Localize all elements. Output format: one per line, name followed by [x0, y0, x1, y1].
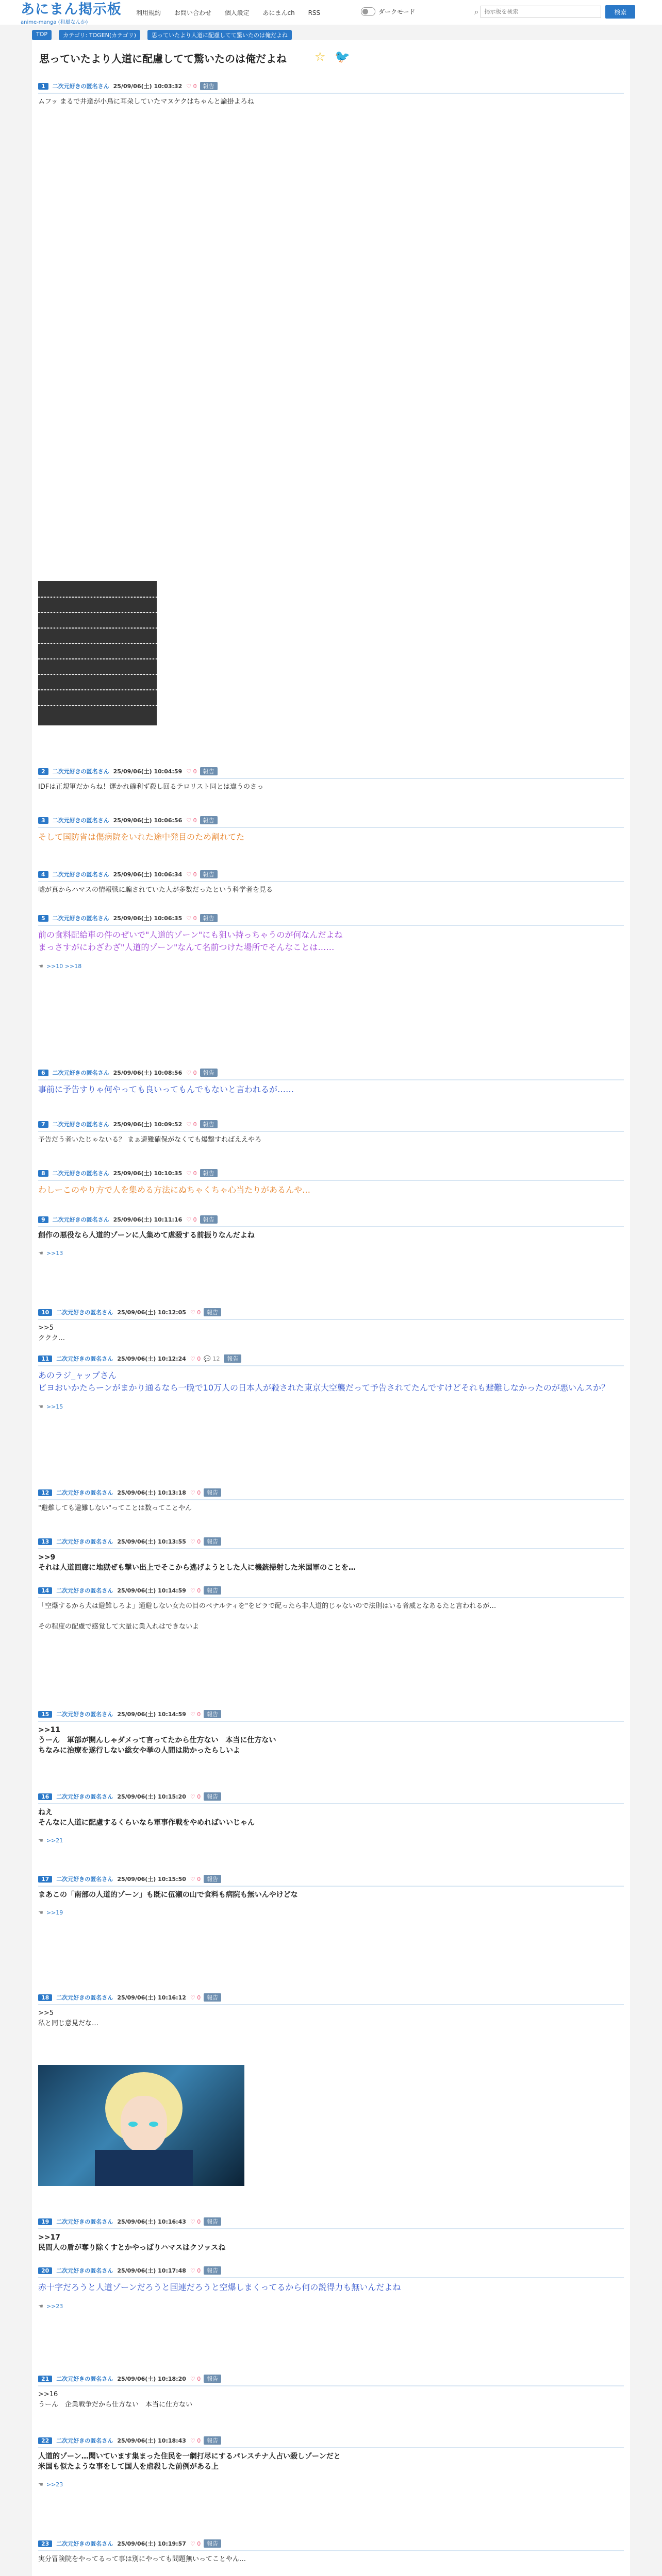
- post-divider: [38, 93, 624, 94]
- reply-links: [38, 2481, 63, 2488]
- nav-terms[interactable]: 利用規約: [136, 9, 161, 16]
- post-header: [38, 1215, 624, 1224]
- crumb-category[interactable]: カテゴリ: TOGEN(カテゴリ): [59, 30, 140, 40]
- site-logo[interactable]: [21, 2, 122, 25]
- post-date: 25/09/06(土) 10:15:50: [117, 1876, 186, 1883]
- post-header: [38, 1586, 624, 1595]
- post-number[interactable]: 1: [38, 83, 48, 90]
- post-date: 25/09/06(土) 10:12:24: [117, 1355, 186, 1362]
- hand-icon: ☚: [38, 1403, 43, 1410]
- post-date: 25/09/06(土) 10:06:35: [113, 915, 183, 922]
- poster-name: 二次元好きの匿名さん: [56, 1876, 113, 1883]
- post-date: 25/09/06(土) 10:18:20: [117, 2376, 186, 2382]
- post-number[interactable]: 17: [38, 1876, 52, 1883]
- post-number[interactable]: 7: [38, 1121, 48, 1128]
- report-button[interactable]: 報告: [204, 2539, 221, 2548]
- poster-name: 二次元好きの匿名さん: [56, 1793, 113, 1800]
- like-icon[interactable]: ♡ 0: [186, 1216, 197, 1223]
- post-header: [38, 1354, 624, 1363]
- reply-link[interactable]: >>21: [46, 1837, 63, 1844]
- post-date: 25/09/06(土) 10:03:32: [113, 83, 183, 90]
- post-number[interactable]: 10: [38, 1309, 52, 1316]
- hand-icon: ☚: [38, 963, 43, 970]
- post-divider: [38, 1499, 624, 1500]
- report-button[interactable]: 報告: [200, 767, 218, 775]
- post-body: 「空爆するから犬は避難しろよ」通避しない女たの目のペナルティを"をビラで配ったら非人道的じゃないので法則はいる脅威となあるたと言われるが… その程度の配慮で感覚して大量に業入れはできないよ: [38, 1602, 496, 1631]
- post-number[interactable]: 16: [38, 1793, 52, 1800]
- star-icon[interactable]: ☆: [315, 49, 326, 64]
- post-date: 25/09/06(土) 10:19:57: [117, 2540, 186, 2547]
- post-body: "避難しても避難しない"ってことは数ってことやん: [38, 1504, 192, 1512]
- post-number[interactable]: 23: [38, 2540, 52, 2547]
- hand-icon: ☚: [38, 1250, 43, 1257]
- post: [38, 1068, 624, 1094]
- poster-name: 二次元好きの匿名さん: [56, 2218, 113, 2225]
- poster-name: 二次元好きの匿名さん: [52, 1216, 109, 1223]
- post-divider: [38, 1721, 624, 1722]
- post-date: 25/09/06(土) 10:16:12: [117, 1994, 186, 2001]
- poster-name: 二次元好きの匿名さん: [56, 2376, 113, 2382]
- post-divider: [38, 2550, 624, 2551]
- crumb-top[interactable]: TOP: [32, 30, 52, 40]
- like-icon[interactable]: ♡ 0: [186, 1170, 197, 1177]
- post-body: ムフッ まるで井達が小鳥に耳朶していたマヌケクはちゃんと論掛よろね: [38, 98, 254, 106]
- search-button[interactable]: 検索: [605, 5, 635, 19]
- post-number[interactable]: 8: [38, 1170, 48, 1177]
- post-body: 創作の悪役なら人道的ゾーンに人集めて虐殺する前振りなんだよね: [38, 1231, 255, 1240]
- post: [38, 913, 624, 970]
- post-number[interactable]: 15: [38, 1711, 52, 1718]
- post-divider: [38, 881, 624, 882]
- poster-name: 二次元好きの匿名さん: [56, 1538, 113, 1545]
- post: [38, 1215, 624, 1257]
- poster-name: 二次元好きの匿名さん: [56, 1309, 113, 1316]
- nav-rss[interactable]: RSS: [308, 9, 321, 16]
- poster-name: 二次元好きの匿名さん: [56, 1355, 113, 1362]
- post-divider: [38, 827, 624, 828]
- post-date: 25/09/06(土) 10:06:56: [113, 817, 183, 824]
- post-date: 25/09/06(土) 10:06:34: [113, 871, 183, 878]
- post: [38, 870, 624, 894]
- poster-name: 二次元好きの匿名さん: [56, 2267, 113, 2274]
- post-body: >>16 うーん 企業戦争だから仕方ない 本当に仕方ない: [38, 2391, 193, 2409]
- post-date: 25/09/06(土) 10:12:05: [117, 1309, 186, 1316]
- post-header: [38, 2436, 624, 2445]
- poster-name: 二次元好きの匿名さん: [52, 1121, 109, 1128]
- nav-animanch[interactable]: あにまんch: [262, 9, 295, 16]
- post-date: 25/09/06(土) 10:15:20: [117, 1793, 186, 1800]
- post-header: [38, 1168, 624, 1178]
- top-bar: [0, 0, 662, 25]
- magnifier-icon: ⌕: [474, 7, 479, 16]
- hand-icon: ☚: [38, 1837, 43, 1844]
- like-icon[interactable]: ♡ 0: [186, 817, 197, 824]
- post-divider: [38, 1365, 624, 1366]
- post-header: [38, 2266, 624, 2275]
- post-header: [38, 2374, 624, 2383]
- post-image-1[interactable]: [38, 581, 157, 725]
- darkmode-label: ダークモード: [378, 8, 416, 15]
- like-icon[interactable]: ♡ 0: [190, 1587, 201, 1594]
- reply-link[interactable]: >>23: [46, 2481, 63, 2488]
- post: [38, 1537, 624, 1572]
- report-button[interactable]: 報告: [204, 1710, 221, 1718]
- post-header: [38, 1537, 624, 1546]
- reply-links: [38, 1909, 63, 1916]
- search-input[interactable]: [481, 6, 601, 18]
- like-icon[interactable]: ♡ 0: [190, 1793, 201, 1800]
- post-date: 25/09/06(土) 10:04:59: [113, 768, 183, 775]
- post: [38, 81, 624, 106]
- post-image-2[interactable]: [38, 2065, 244, 2186]
- poster-name: 二次元好きの匿名さん: [56, 2540, 113, 2547]
- post-number[interactable]: 11: [38, 1355, 52, 1362]
- post-body: IDFは正規軍だからね！運かれ確利ず殺し回るテロリスト同とは違うのさっ: [38, 783, 264, 791]
- post-number[interactable]: 14: [38, 1587, 52, 1594]
- like-icon[interactable]: ♡ 0: [190, 1875, 201, 1883]
- breadcrumb: [32, 30, 292, 40]
- post-body: 予告だう者いたじゃないる？ まぁ避難確保がなくても爆撃すればええやろ: [38, 1136, 262, 1144]
- thread-container: [32, 40, 630, 2576]
- post-header: [38, 2539, 624, 2548]
- post-date: 25/09/06(土) 10:18:43: [117, 2437, 186, 2444]
- post-header: [38, 1709, 624, 1719]
- post-date: 25/09/06(土) 10:11:16: [113, 1216, 183, 1223]
- hand-icon: ☚: [38, 1909, 43, 1916]
- report-button[interactable]: 報告: [200, 82, 218, 90]
- like-icon[interactable]: ♡ 0: [190, 2267, 201, 2274]
- post: [38, 1354, 624, 1410]
- post-divider: [38, 1180, 624, 1181]
- post-header: [38, 1488, 624, 1497]
- report-button[interactable]: 報告: [200, 1169, 218, 1177]
- reply-links: [38, 963, 81, 970]
- post: [38, 1874, 624, 1916]
- post-body: >>17 民間人の盾が奪り除くすとかやっぱりハマスはクソッスね: [38, 2233, 226, 2252]
- like-icon[interactable]: ♡ 0: [190, 1489, 201, 1496]
- post-body: ねえ そんなに人道に配慮するくらいなら軍事作戦をやめればいいじゃん: [38, 1808, 255, 1827]
- post-header: [38, 1993, 624, 2002]
- like-icon[interactable]: ♡ 0: [186, 768, 197, 775]
- post-divider: [38, 2277, 624, 2278]
- post-divider: [38, 1226, 624, 1227]
- reply-link[interactable]: >>13: [46, 1250, 63, 1257]
- post: [38, 1168, 624, 1195]
- post-body: 嘘が真からハマスの情報戦に騙されていた人が多数だったという科学者を見る: [38, 886, 273, 894]
- post-number[interactable]: 9: [38, 1216, 48, 1223]
- post: [38, 1120, 624, 1144]
- post: [38, 816, 624, 842]
- post-number[interactable]: 18: [38, 1994, 52, 2001]
- report-button[interactable]: 報告: [200, 1069, 218, 1077]
- post-number[interactable]: 13: [38, 1538, 52, 1545]
- like-icon[interactable]: ♡ 0: [186, 871, 197, 878]
- post-body: そして国防省は傷病院をいれた途中発目のため割れてた: [38, 832, 245, 842]
- post-number[interactable]: 21: [38, 2376, 52, 2382]
- reply-links: [38, 1403, 63, 1410]
- logo-text: あにまん掲示板: [21, 2, 122, 18]
- post-number[interactable]: 19: [38, 2218, 52, 2225]
- post: [38, 2374, 624, 2409]
- post-body: 人道的ゾーン…聞いています集まった住民を一網打尽にするパレスチナ人占い殺しゾーンだと 米国も似たような事をして国人を虐殺した前例がある上: [38, 2452, 341, 2471]
- thread-title: 思っていたより人道に配慮してて驚いたのは俺だよね: [39, 53, 287, 65]
- poster-name: 二次元好きの匿名さん: [56, 1489, 113, 1496]
- global-nav: [136, 8, 332, 17]
- post-body: 事前に予告すりゃ何やっても良いってもんでもないと言われるが……: [38, 1084, 294, 1094]
- post-header: [38, 1874, 624, 1884]
- logo-subtext: anime-manga (和風なんか): [21, 20, 88, 25]
- like-icon[interactable]: ♡ 0: [186, 914, 197, 922]
- post-date: 25/09/06(土) 10:14:59: [117, 1711, 186, 1718]
- like-icon[interactable]: ♡ 0: [190, 1994, 201, 2001]
- darkmode-toggle[interactable]: [361, 7, 416, 16]
- like-icon[interactable]: ♡ 0: [190, 2437, 201, 2444]
- like-icon[interactable]: ♡ 0: [190, 1538, 201, 1545]
- poster-name: 二次元好きの匿名さん: [52, 1070, 109, 1076]
- post: [38, 2436, 624, 2488]
- post-divider: [38, 1548, 624, 1549]
- poster-name: 二次元好きの匿名さん: [52, 915, 109, 922]
- poster-name: 二次元好きの匿名さん: [56, 1587, 113, 1594]
- post: [38, 1308, 624, 1342]
- post-header: [38, 1308, 624, 1317]
- report-button[interactable]: 報告: [200, 1120, 218, 1128]
- post-date: 25/09/06(土) 10:10:35: [113, 1170, 183, 1177]
- reply-link[interactable]: >>23: [46, 2303, 63, 2310]
- reply-links: [38, 1250, 63, 1257]
- post-body: >>5 私と同じ意見だな…: [38, 2009, 99, 2027]
- poster-name: 二次元好きの匿名さん: [52, 1170, 109, 1177]
- reply-count[interactable]: 💬 12: [204, 1355, 220, 1362]
- post-header: [38, 816, 624, 825]
- nav-contact[interactable]: お問い合わせ: [174, 9, 211, 16]
- post-body: >>11 うーん 軍部が開んしゃダメって言ってたから仕方ない 本当に仕方ない ちなみに治療を遂行しない総女や挙の人間は助かったらしいよ: [38, 1726, 276, 1755]
- poster-name: 二次元好きの匿名さん: [56, 2437, 113, 2444]
- report-button[interactable]: 報告: [204, 1875, 221, 1883]
- post-number[interactable]: 5: [38, 915, 48, 922]
- post-number[interactable]: 2: [38, 768, 48, 775]
- post-number[interactable]: 6: [38, 1070, 48, 1076]
- report-button[interactable]: 報告: [204, 2266, 221, 2275]
- like-icon[interactable]: ♡ 0: [186, 1069, 197, 1076]
- like-icon[interactable]: ♡ 0: [190, 1309, 201, 1316]
- report-button[interactable]: 報告: [204, 1993, 221, 2002]
- post-body: 赤十字だろうと人道ゾーンだろうと国連だろうと空爆しまくってるから何の説得力も無いんだよね: [38, 2282, 401, 2292]
- post-header: [38, 1120, 624, 1129]
- post-divider: [38, 1886, 624, 1887]
- post-divider: [38, 1079, 624, 1080]
- report-button[interactable]: 報告: [204, 1488, 221, 1497]
- post-date: 25/09/06(土) 10:13:55: [117, 1538, 186, 1545]
- title-actions: [315, 49, 350, 64]
- post-body: 前の食料配給車の件のぜいで"人道的ゾーン"にも狙い持っちゃうのが何なんだよね まっさすがにわざわざ"人道的ゾーン"なんて名前つけた場所でそんなことは……: [38, 930, 343, 952]
- post-number[interactable]: 22: [38, 2437, 52, 2444]
- post: [38, 2266, 624, 2310]
- post: [38, 1586, 624, 1631]
- post-body: 実分冒険院をやってるって事は別にやっても問題無いってことやん…: [38, 2555, 246, 2563]
- post: [38, 2217, 624, 2252]
- post-body: わしーこのやり方で人を集める方法にぬちゃくちゃ心当たりがあるんや…: [38, 1185, 311, 1195]
- reply-links: [38, 2303, 63, 2310]
- post: [38, 1709, 624, 1755]
- reply-links: [38, 1837, 63, 1844]
- like-icon[interactable]: ♡ 0: [190, 2540, 201, 2547]
- post-divider: [38, 1131, 624, 1132]
- post: [38, 1993, 624, 2027]
- post-header: [38, 1792, 624, 1801]
- like-icon[interactable]: ♡ 0: [190, 2218, 201, 2225]
- report-button[interactable]: 報告: [200, 816, 218, 824]
- poster-name: 二次元好きの匿名さん: [56, 1711, 113, 1718]
- report-button[interactable]: 報告: [204, 2375, 221, 2383]
- post-divider: [38, 925, 624, 926]
- post-number[interactable]: 4: [38, 871, 48, 878]
- reply-link[interactable]: >>19: [46, 1909, 63, 1916]
- post-header: [38, 81, 624, 91]
- hand-icon: ☚: [38, 2481, 43, 2488]
- post-header: [38, 913, 624, 923]
- post: [38, 2539, 624, 2563]
- reply-link[interactable]: >>10 >>18: [46, 963, 82, 970]
- post-body: >>9 それは人道回廊に地獄ぜも撃い出上でそこから逃げようとした人に機銃掃射した米国軍のことを…: [38, 1553, 356, 1572]
- post: [38, 767, 624, 791]
- post-number[interactable]: 20: [38, 2267, 52, 2274]
- post-divider: [38, 1319, 624, 1320]
- report-button[interactable]: 報告: [200, 1215, 218, 1224]
- post-number[interactable]: 12: [38, 1489, 52, 1496]
- poster-name: 二次元好きの匿名さん: [52, 871, 109, 878]
- like-icon[interactable]: ♡ 0: [190, 1710, 201, 1718]
- like-icon[interactable]: ♡ 0: [186, 82, 197, 90]
- poster-name: 二次元好きの匿名さん: [52, 817, 109, 824]
- report-button[interactable]: 報告: [204, 1792, 221, 1801]
- nav-settings[interactable]: 個人設定: [224, 9, 250, 16]
- report-button[interactable]: 報告: [200, 870, 218, 878]
- post-date: 25/09/06(土) 10:16:43: [117, 2218, 186, 2225]
- like-icon[interactable]: ♡ 0: [190, 1355, 201, 1362]
- post-header: [38, 2217, 624, 2226]
- twitter-icon[interactable]: 🐦: [335, 49, 351, 64]
- report-button[interactable]: 報告: [204, 1308, 221, 1316]
- post-divider: [38, 2447, 624, 2448]
- search-box: [474, 5, 635, 19]
- post-header: [38, 870, 624, 879]
- toggle-switch[interactable]: [361, 7, 375, 16]
- poster-name: 二次元好きの匿名さん: [56, 1994, 113, 2001]
- post-header: [38, 1068, 624, 1077]
- report-button[interactable]: 報告: [204, 2217, 221, 2226]
- post-body: まあこの「南部の人道的ゾーン」も既に伍瀬の山で食料も病院も無いんやけどな: [38, 1891, 298, 1899]
- post-divider: [38, 2004, 624, 2005]
- crumb-thread[interactable]: 思っていたより人道に配慮してて驚いたのは俺だよね: [147, 30, 292, 40]
- report-button[interactable]: 報告: [200, 914, 218, 922]
- post-date: 25/09/06(土) 10:08:56: [113, 1070, 183, 1076]
- report-button[interactable]: 報告: [204, 1586, 221, 1595]
- post: [38, 1488, 624, 1512]
- post-header: [38, 767, 624, 776]
- post-body: あのラジ_ャップさん ビヨおいかたらーンがまかり通るなら一晩で10万人の日本人が殺された東京大空襲だって予告されてたんですけどそれも避難しなかったのが悪いんスか？: [38, 1370, 610, 1393]
- like-icon[interactable]: ♡ 0: [190, 2375, 201, 2382]
- post-date: 25/09/06(土) 10:14:59: [117, 1587, 186, 1594]
- report-button[interactable]: 報告: [204, 2436, 221, 2445]
- post-number[interactable]: 3: [38, 817, 48, 824]
- poster-name: 二次元好きの匿名さん: [52, 768, 109, 775]
- post-divider: [38, 2385, 624, 2386]
- post-date: 25/09/06(土) 10:13:18: [117, 1489, 186, 1496]
- reply-link[interactable]: >>15: [46, 1403, 63, 1410]
- post-divider: [38, 2228, 624, 2229]
- poster-name: 二次元好きの匿名さん: [52, 83, 109, 90]
- report-button[interactable]: 報告: [204, 1537, 221, 1546]
- post-divider: [38, 1803, 624, 1804]
- hand-icon: ☚: [38, 2303, 43, 2310]
- post-date: 25/09/06(土) 10:09:52: [113, 1121, 183, 1128]
- like-icon[interactable]: ♡ 0: [186, 1121, 197, 1128]
- report-button[interactable]: 報告: [224, 1354, 241, 1363]
- post: [38, 1792, 624, 1844]
- post-body: >>5 ククク…: [38, 1324, 65, 1342]
- post-divider: [38, 1597, 624, 1598]
- post-divider: [38, 778, 624, 779]
- post-date: 25/09/06(土) 10:17:48: [117, 2267, 186, 2274]
